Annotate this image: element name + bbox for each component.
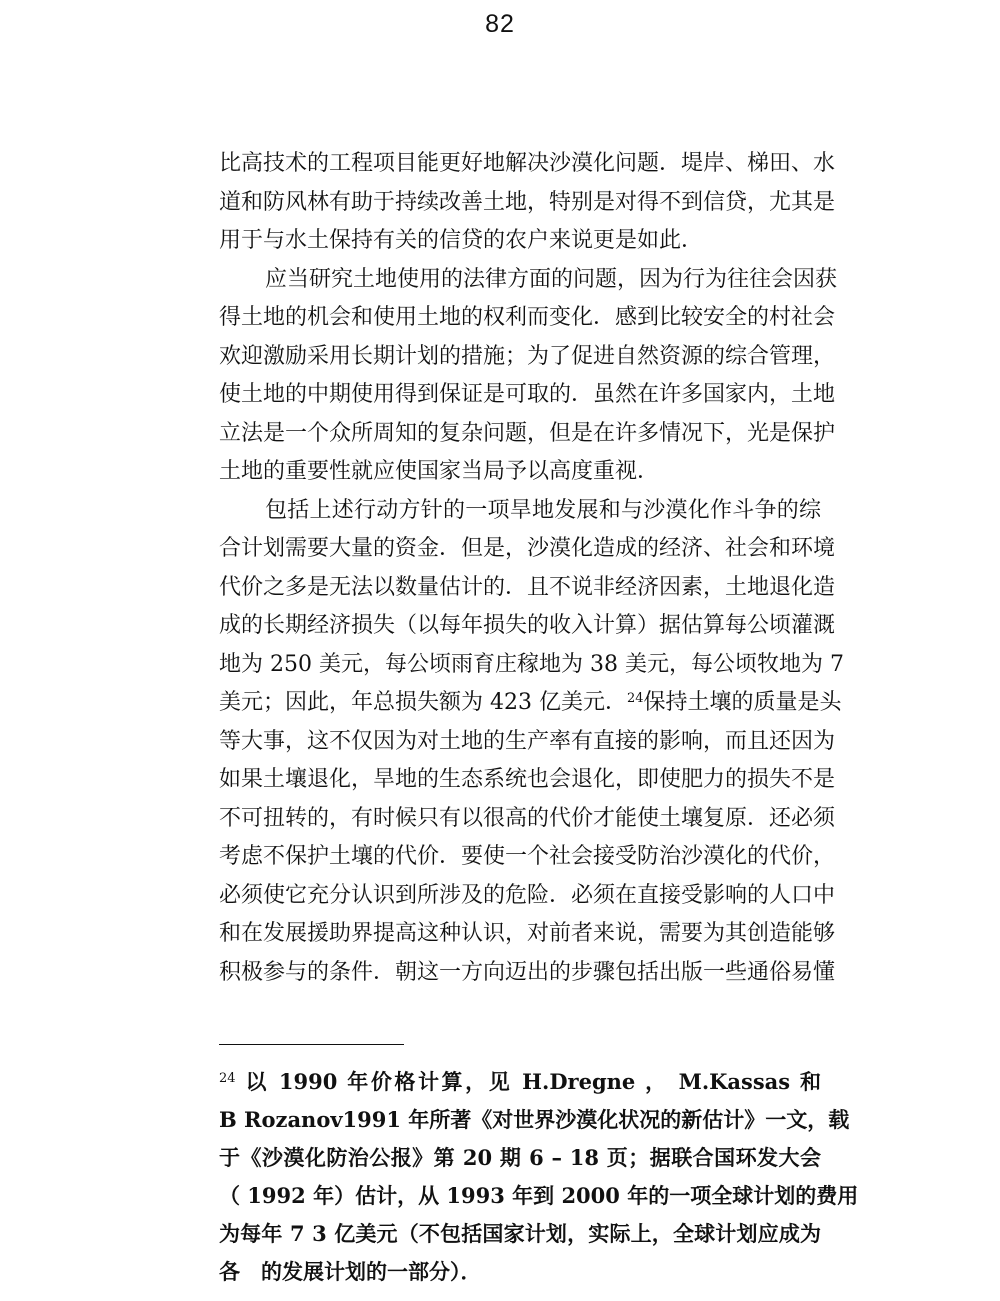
paragraph-2-line-1: 应当研究土地使用的法律方面的问题，因为行为往往会因获: [265, 266, 838, 292]
footnote-divider: [219, 1044, 404, 1045]
paragraph-3-line-6-text-after: 保持土壤的质量是头: [643, 690, 842, 715]
paragraph-2-line-3: 欢迎激励采用长期计划的措施；为了促进自然资源的综合管理，: [219, 343, 836, 369]
paragraph-3-line-9: 不可扭转的，有时候只有以很高的代价才能使土壤复原．还必须: [219, 805, 836, 831]
footnote-first-line-text: 以 1990 年价格计算，见 H.Dregne ， M.Kassas 和: [245, 1069, 821, 1094]
footnote-line-3: 于《沙漠化防治公报》第 20 期 6 – 18 页；据联合国环发大会: [219, 1145, 821, 1170]
paragraph-3-line-6-text-before: 美元；因此，年总损失额为 423 亿美元．: [219, 690, 627, 715]
paragraph-3-line-7: 等大事，这不仅因为对土地的生产率有直接的影响，而且还因为: [219, 728, 836, 754]
body-text: [219, 145, 844, 992]
footnote-line-1: [219, 1063, 821, 1101]
paragraph-3-line-6: [219, 684, 842, 723]
footnote-reference[interactable]: 24: [626, 691, 644, 706]
paragraph-1-line-2: 道和防风林有助于持续改善土地，特别是对得不到信贷，尤其是: [219, 189, 836, 215]
footnote-line-5: 为每年 7 3 亿美元（不包括国家计划，实际上，全球计划应成为: [219, 1221, 821, 1246]
page-number: 82: [485, 10, 515, 38]
paragraph-3-line-13: 积极参与的条件．朝这一方向迈出的步骤包括出版一些通俗易懂: [219, 959, 836, 985]
paragraph-3-line-3: 代价之多是无法以数量估计的．且不说非经济因素，土地退化造: [219, 574, 836, 600]
footnote-line-2: B Rozanov1991 年所著《对世界沙漠化状况的新估计》一文，载: [219, 1107, 850, 1132]
footnote-number: 24: [219, 1071, 236, 1086]
paragraph-2-line-4: 使土地的中期使用得到保证是可取的．虽然在许多国家内，土地: [219, 382, 836, 407]
paragraph-3-line-2: 合计划需要大量的资金．但是，沙漠化造成的经济、社会和环境: [219, 536, 836, 561]
paragraph-1-line-1: 比高技术的工程项目能更好地解决沙漠化问题．堤岸、梯田、水: [219, 151, 836, 176]
paragraph-3-line-1: 包括上述行动方针的一项旱地发展和与沙漠化作斗争的综: [265, 497, 821, 523]
paragraph-1-line-3: 用于与水土保持有关的信贷的农户来说更是如此．: [219, 228, 704, 253]
paragraph-2-line-2: 得土地的机会和使用土地的权利而变化．感到比较安全的村社会: [219, 305, 836, 330]
footnote-line-6: 各 的发展计划的一部分）．: [219, 1259, 482, 1284]
paragraph-3-line-10: 考虑不保护土壤的代价．要使一个社会接受防治沙漠化的代价，: [219, 844, 836, 869]
paragraph-3-line-8: 如果土壤退化，旱地的生态系统也会退化，即使肥力的损失不是: [219, 767, 836, 792]
paragraph-2-line-5: 立法是一个众所周知的复杂问题，但是在许多情况下，光是保护: [219, 420, 836, 446]
footnote-line-4: （ 1992 年）估计，从 1993 年到 2000 年的一项全球计划的费用: [219, 1183, 859, 1208]
footnote: [219, 1063, 859, 1291]
paragraph-2-line-6: 土地的重要性就应使国家当局予以高度重视．: [219, 459, 660, 484]
paragraph-3-line-4: 成的长期经济损失（以每年损失的收入计算）据估算每公顷灌溉: [219, 613, 836, 638]
paragraph-3-line-5: 地为 250 美元，每公顷雨育庄稼地为 38 美元，每公顷牧地为 7: [219, 651, 844, 677]
paragraph-3-line-11: 必须使它充分认识到所涉及的危险．必须在直接受影响的人口中: [219, 882, 836, 908]
paragraph-3-line-12: 和在发展援助界提高这种认识，对前者来说，需要为其创造能够: [219, 921, 836, 946]
